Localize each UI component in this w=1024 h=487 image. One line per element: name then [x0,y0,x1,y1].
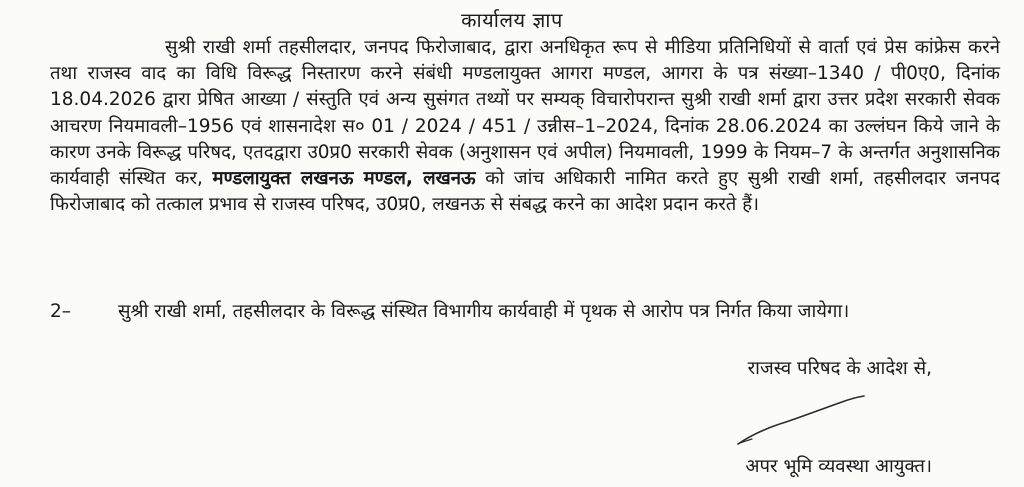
order-line: राजस्व परिषद के आदेश से, [747,358,932,379]
paragraph-1-text-a: सुश्री राखी शर्मा तहसीलदार, जनपद फिरोजाबाद, द्वारा अनधिकृत रूप से मीडिया प्रतिनिधियों से वार्ता एवं प्रेस कांफ्रेस करने तथा राजस्व वाद का विधि विरूद्ध निस्तारण करने संबंधी मण्डलायुक्त आगरा मण्डल, आगरा के पत्र संख्या–1340 / पी0ए0, दिनांक 18.04.2026 द्वारा प्रेषित आख्या / संस्तुति एवं अन्य सुसंगत तथ्यों पर सम्यक् विचारोपरान्त सुश्री राखी शर्मा द्वारा उत्तर प्रदेश सरकारी सेवक आचरण नियमावली–1956 एवं शासनादेश स० 01 / 2024 / 451 / उन्नीस–1–2024, दिनांक 28.06.2024 का उल्लंघन किये जाने के कारण उनके विरूद्ध परिषद, एतदद्वारा उ0प्र0 सरकारी सेवक (अनुशासन एवं अपील) नियमावली, 1999 के नियम–7 के अन्तर्गत अनुशासनिक कार्यवाही संस्थित कर, [50,37,1000,190]
inquiry-officer-bold: मण्डलायुक्त लखनऊ मण्डल, लखनऊ [212,168,476,190]
paragraph-1 [50,35,1000,218]
paragraph-2 [50,299,1000,325]
paragraph-1-text-b: को जांच अधिकारी नामित करते हुए सुश्री राखी शर्मा, तहसीलदार जनपद फिरोजाबाद को तत्काल प्रभाव से राजस्व परिषद, उ0प्र0, लखनऊ से संबद्ध करने का आदेश प्रदान करते हैं। [50,168,1000,216]
handwritten-signature [730,392,870,452]
signatory-designation: अपर भूमि व्यवस्था आयुक्त। [745,456,932,477]
document-title: कार्यालय ज्ञाप [461,8,563,32]
paragraph-2-text: सुश्री राखी शर्मा, तहसीलदार के विरूद्ध संस्थित विभागीय कार्यवाही में पृथक से आरोप पत्र निर्गत किया जायेगा। [118,301,850,322]
paragraph-2-number: 2– [50,301,72,322]
